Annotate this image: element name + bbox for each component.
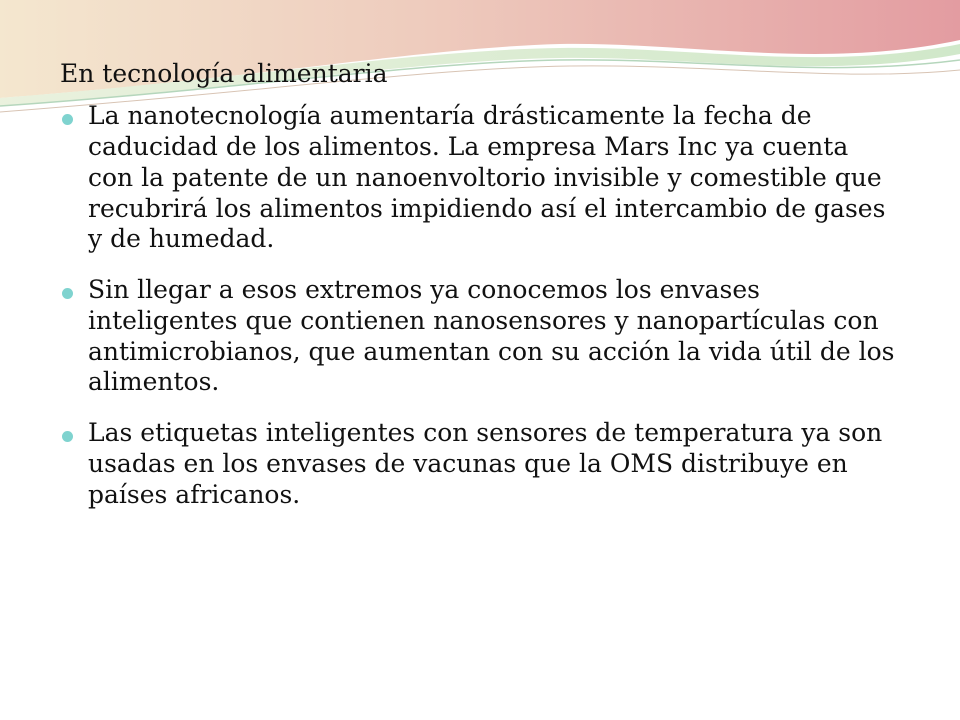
slide-heading: En tecnología alimentaria — [60, 59, 388, 88]
bullet-text: La nanotecnología aumentaría drásticamente la fecha de caducidad de los alimentos. La empresa Mars Inc ya cuenta con la patente de un nanoenvoltorio invisible y comestible que recubrirá los alimentos impidiendo así el intercambio de gases y de humedad. — [88, 101, 886, 254]
bullet-item — [60, 418, 900, 510]
bullet-item — [60, 275, 900, 398]
slide-content — [60, 58, 900, 530]
bullet-text: Sin llegar a esos extremos ya conocemos los envases inteligentes que contienen nanosensores y nanopartículas con antimicrobianos, que aumentan con su acción la vida útil de los alimentos. — [88, 275, 895, 397]
bullet-item — [60, 101, 900, 255]
bullet-list — [60, 101, 900, 510]
bullet-text: Las etiquetas inteligentes con sensores de temperatura ya son usadas en los envases de vacunas que la OMS distribuye en países africanos. — [88, 418, 883, 509]
bullet-dot-icon — [62, 114, 73, 125]
bullet-dot-icon — [62, 288, 73, 299]
bullet-dot-icon — [62, 431, 73, 442]
